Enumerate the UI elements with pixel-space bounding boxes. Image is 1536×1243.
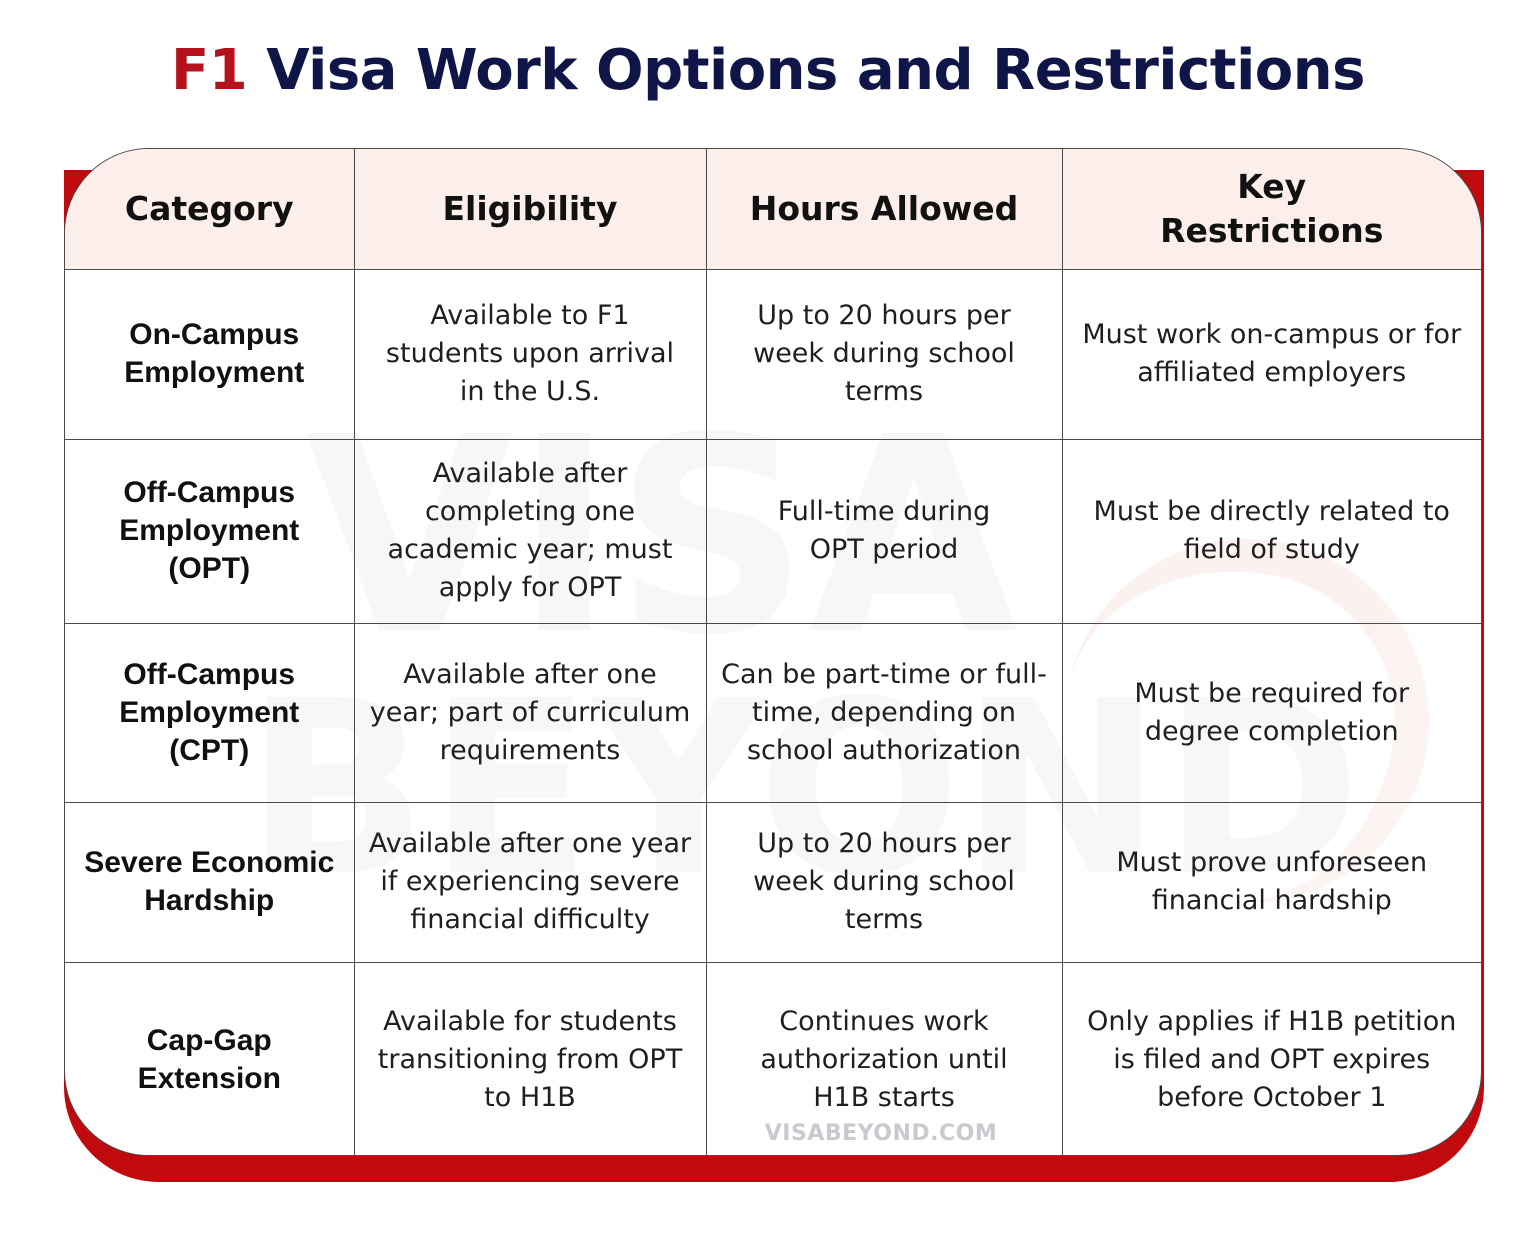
table-header-row (65, 149, 1481, 269)
title-text: Visa Work Options and Restrictions (266, 38, 1365, 103)
cell-eligibility: Available to F1 students upon arrival in the U.S. (354, 269, 706, 439)
cell-eligibility: Available after completing one academic year; must apply for OPT (354, 439, 706, 623)
title-accent: F1 (171, 38, 248, 103)
cell-restrictions: Must work on-campus or for affiliated employers (1062, 269, 1481, 439)
cell-category: Off-Campus Employment (CPT) (65, 623, 354, 802)
cell-eligibility: Available for students transitioning from OPT to H1B (354, 962, 706, 1156)
cell-hours: Full-time during OPT period (706, 439, 1062, 623)
cell-eligibility: Available after one year; part of curriculum requirements (354, 623, 706, 802)
cell-restrictions: Must prove unforeseen financial hardship (1062, 802, 1481, 962)
cell-category: Cap-Gap Extension (65, 962, 354, 1156)
header-eligibility: Eligibility (354, 149, 706, 269)
cell-hours: Can be part-time or full-time, depending on school authorization (706, 623, 1062, 802)
page-title (0, 38, 1536, 103)
options-table-card (64, 148, 1482, 1156)
table-row (65, 623, 1481, 802)
cell-hours: Up to 20 hours per week during school terms (706, 802, 1062, 962)
cell-eligibility: Available after one year if experiencing severe financial difficulty (354, 802, 706, 962)
cell-restrictions: Must be directly related to field of study (1062, 439, 1481, 623)
table-row (65, 439, 1481, 623)
table-row (65, 802, 1481, 962)
header-key-restrictions: Key Restrictions (1062, 149, 1481, 269)
cell-hours: Continues work authorization until H1B starts (706, 962, 1062, 1156)
cell-hours: Up to 20 hours per week during school terms (706, 269, 1062, 439)
cell-restrictions: Only applies if H1B petition is filed and OPT expires before October 1 (1062, 962, 1481, 1156)
site-url-watermark: VISABEYOND.COM (764, 1121, 998, 1146)
work-options-table (65, 149, 1481, 1156)
cell-category: Off-Campus Employment (OPT) (65, 439, 354, 623)
header-hours-allowed: Hours Allowed (706, 149, 1062, 269)
cell-restrictions: Must be required for degree completion (1062, 623, 1481, 802)
table-row (65, 269, 1481, 439)
header-category: Category (65, 149, 354, 269)
cell-category: Severe Economic Hardship (65, 802, 354, 962)
cell-category: On-Campus Employment (65, 269, 354, 439)
